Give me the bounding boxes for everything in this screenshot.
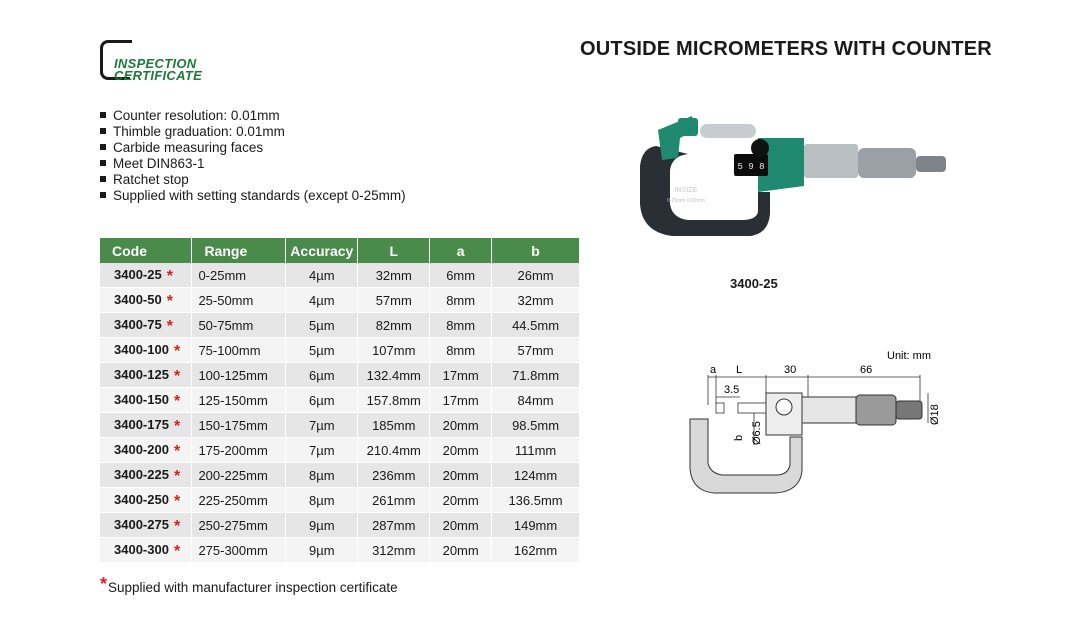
bullet-square-icon	[100, 144, 106, 150]
cell-b	[492, 363, 580, 388]
cell-range	[192, 388, 286, 413]
certificate-star: *	[173, 443, 181, 460]
cell-l-text: 57mm	[375, 292, 412, 308]
cell-code	[100, 388, 192, 413]
dim-3-5: 3.5	[724, 384, 740, 396]
cell-l	[358, 288, 430, 313]
certificate-star: *	[173, 543, 181, 560]
bullet-square-icon	[100, 192, 106, 198]
cell-a-text: 20mm	[442, 542, 479, 558]
cell-a	[430, 438, 492, 463]
feature-item: Meet DIN863-1	[100, 156, 406, 172]
footnote-text: Supplied with manufacturer inspection certificate	[108, 580, 398, 595]
spec-table	[100, 238, 580, 563]
cell-a-text: 20mm	[442, 417, 479, 433]
cell-code-text: 3400-175	[114, 417, 169, 432]
cell-range	[192, 338, 286, 363]
cell-a	[430, 313, 492, 338]
cell-code-text: 3400-300	[114, 542, 169, 557]
cell-code	[100, 488, 192, 513]
cell-b-text: 84mm	[517, 392, 554, 408]
cell-range-text: 225-250mm	[198, 492, 268, 508]
cell-code	[100, 313, 192, 338]
cell-accuracy-text: 4µm	[309, 292, 335, 308]
cell-accuracy-text: 9µm	[309, 517, 335, 533]
cell-code	[100, 363, 192, 388]
cell-b-text: 98.5mm	[512, 417, 560, 433]
cell-l-text: 132.4mm	[366, 367, 421, 383]
cell-range	[192, 288, 286, 313]
cell-accuracy-text: 5µm	[309, 317, 335, 333]
logo-line-2: CERTIFICATE	[114, 68, 203, 83]
cell-range	[192, 513, 286, 538]
cell-code-text: 3400-150	[114, 392, 169, 407]
cell-b	[492, 513, 580, 538]
cell-b	[492, 488, 580, 513]
cell-accuracy-text: 5µm	[309, 342, 335, 358]
cell-accuracy-text: 7µm	[309, 442, 335, 458]
cell-b-text: 162mm	[513, 542, 558, 558]
drawing-ratchet-icon	[896, 401, 922, 419]
cell-range-text: 0-25mm	[198, 267, 247, 283]
cell-b-text: 149mm	[513, 517, 558, 533]
cell-range-text: 50-75mm	[198, 317, 254, 333]
photo-caption: 3400-25	[730, 276, 778, 291]
cell-accuracy	[286, 488, 358, 513]
cell-a-text: 8mm	[446, 342, 476, 358]
cell-a	[430, 363, 492, 388]
cell-range-text: 200-225mm	[198, 467, 268, 483]
cell-range-text: 100-125mm	[198, 367, 268, 383]
counter-digits: 5 9 8	[737, 162, 765, 172]
cell-accuracy	[286, 363, 358, 388]
cell-l-text: 185mm	[372, 417, 416, 433]
cell-b	[492, 438, 580, 463]
footnote	[100, 576, 398, 597]
spec-table-body	[100, 263, 580, 563]
cell-range	[192, 488, 286, 513]
cell-l	[358, 488, 430, 513]
cell-l-text: 32mm	[375, 267, 412, 283]
page-title: OUTSIDE MICROMETERS WITH COUNTER	[580, 38, 992, 60]
logo-line-1: INSPECTION	[114, 56, 197, 71]
bullet-square-icon	[100, 176, 106, 182]
table-row	[100, 263, 580, 288]
cell-b-text: 44.5mm	[512, 317, 560, 333]
cell-code	[100, 538, 192, 563]
feature-list	[100, 108, 406, 204]
cell-code	[100, 338, 192, 363]
cell-accuracy	[286, 438, 358, 463]
col-header-b: b	[492, 238, 580, 263]
cell-code	[100, 438, 192, 463]
cell-code	[100, 463, 192, 488]
cell-l	[358, 513, 430, 538]
feature-item: Supplied with setting standards (except 0-25mm)	[100, 188, 406, 204]
cell-accuracy	[286, 538, 358, 563]
drawing-spindle-icon	[738, 403, 766, 413]
drawing-thimble-icon	[856, 395, 896, 425]
dim-d6-5: Ø6.5	[751, 421, 763, 445]
table-row	[100, 313, 580, 338]
cell-accuracy-text: 4µm	[309, 267, 335, 283]
lock-knob-icon	[751, 139, 769, 157]
cell-l	[358, 538, 430, 563]
anvil-block-icon	[678, 118, 698, 136]
cell-l	[358, 413, 430, 438]
cell-b	[492, 263, 580, 288]
cell-code	[100, 413, 192, 438]
cell-a-text: 8mm	[446, 292, 476, 308]
sleeve-icon	[804, 144, 858, 178]
cell-l	[358, 463, 430, 488]
col-header-accuracy: Accuracy	[286, 238, 358, 263]
cell-l	[358, 388, 430, 413]
cell-b	[492, 538, 580, 563]
cell-accuracy	[286, 338, 358, 363]
cell-accuracy	[286, 388, 358, 413]
certificate-star: *	[173, 418, 181, 435]
cell-accuracy	[286, 413, 358, 438]
cell-l-text: 261mm	[372, 492, 416, 508]
cell-code-text: 3400-200	[114, 442, 169, 457]
cell-accuracy-text: 6µm	[309, 367, 335, 383]
range-label: 0-25mm 0.01mm	[667, 198, 705, 204]
cell-b-text: 111mm	[514, 442, 557, 458]
footnote-star: *	[100, 574, 108, 594]
cell-b-text: 136.5mm	[508, 492, 563, 508]
cell-range	[192, 438, 286, 463]
table-row	[100, 413, 580, 438]
dimension-drawing	[680, 345, 950, 505]
cell-b-text: 26mm	[517, 267, 554, 283]
cell-accuracy-text: 9µm	[309, 542, 335, 558]
cell-range	[192, 363, 286, 388]
cell-accuracy	[286, 288, 358, 313]
certificate-star: *	[166, 293, 173, 310]
bullet-square-icon	[100, 128, 106, 134]
dim-30: 30	[784, 364, 797, 376]
dim-l: L	[736, 364, 743, 376]
cell-range-text: 150-175mm	[198, 417, 268, 433]
table-row	[100, 538, 580, 563]
cell-accuracy-text: 8µm	[309, 467, 335, 483]
cell-range-text: 25-50mm	[198, 292, 254, 308]
cell-a-text: 17mm	[442, 367, 479, 383]
cell-range-text: 275-300mm	[198, 542, 268, 558]
cell-a-text: 20mm	[442, 517, 479, 533]
cell-code-text: 3400-125	[114, 367, 169, 382]
cell-code	[100, 288, 192, 313]
cell-l-text: 157.8mm	[366, 392, 421, 408]
cell-a-text: 20mm	[442, 492, 479, 508]
table-row	[100, 388, 580, 413]
cell-a	[430, 263, 492, 288]
table-row	[100, 363, 580, 388]
cell-b-text: 124mm	[513, 467, 558, 483]
cell-a	[430, 338, 492, 363]
cell-b	[492, 413, 580, 438]
cell-l	[358, 263, 430, 288]
cell-l-text: 82mm	[375, 317, 412, 333]
cell-code-text: 3400-50	[114, 292, 162, 307]
cell-a	[430, 388, 492, 413]
col-header-l: L	[358, 238, 430, 263]
bullet-square-icon	[100, 112, 106, 118]
cell-accuracy-text: 6µm	[309, 392, 335, 408]
unit-label: Unit: mm	[887, 350, 931, 362]
dim-b: b	[733, 434, 745, 441]
cell-b	[492, 388, 580, 413]
cell-range-text: 250-275mm	[198, 517, 268, 533]
cell-accuracy-text: 8µm	[309, 492, 335, 508]
cell-code-text: 3400-100	[114, 342, 169, 357]
cell-a	[430, 288, 492, 313]
spindle-icon	[700, 124, 756, 138]
cell-b-text: 32mm	[517, 292, 554, 308]
cell-a-text: 8mm	[446, 317, 476, 333]
cell-l-text: 210.4mm	[366, 442, 421, 458]
cell-l	[358, 338, 430, 363]
cell-code-text: 3400-275	[114, 517, 169, 532]
brand-mark: INSIZE	[674, 187, 698, 194]
feature-item: Thimble graduation: 0.01mm	[100, 124, 406, 140]
cell-accuracy	[286, 463, 358, 488]
cell-code	[100, 263, 192, 288]
cell-range-text: 175-200mm	[198, 442, 268, 458]
cell-l	[358, 438, 430, 463]
drawing-anvil-icon	[716, 403, 724, 413]
cell-accuracy	[286, 263, 358, 288]
cell-a	[430, 413, 492, 438]
cell-accuracy	[286, 313, 358, 338]
table-row	[100, 338, 580, 363]
feature-item: Carbide measuring faces	[100, 140, 406, 156]
cell-range-text: 125-150mm	[198, 392, 268, 408]
col-header-code: Code	[100, 238, 192, 263]
cell-b	[492, 313, 580, 338]
cell-accuracy-text: 7µm	[309, 417, 335, 433]
cell-l-text: 312mm	[372, 542, 416, 558]
table-row	[100, 513, 580, 538]
cell-a	[430, 488, 492, 513]
certificate-star: *	[173, 368, 181, 385]
certificate-star: *	[173, 393, 181, 410]
certificate-star: *	[173, 343, 181, 360]
cell-a-text: 20mm	[442, 467, 479, 483]
certificate-star: *	[173, 493, 181, 510]
micrometer-photo	[618, 108, 958, 248]
cell-a-text: 17mm	[442, 392, 479, 408]
table-header-row	[100, 238, 580, 263]
cell-a	[430, 463, 492, 488]
certificate-star: *	[173, 468, 181, 485]
cell-l	[358, 363, 430, 388]
cell-range	[192, 313, 286, 338]
certificate-star: *	[166, 268, 173, 285]
cell-range	[192, 263, 286, 288]
cell-code-text: 3400-75	[114, 317, 162, 332]
cell-range	[192, 538, 286, 563]
feature-item: Ratchet stop	[100, 172, 406, 188]
feature-item: Counter resolution: 0.01mm	[100, 108, 406, 124]
thimble-icon	[858, 148, 916, 178]
dim-66: 66	[860, 364, 873, 376]
ratchet-icon	[916, 156, 946, 172]
cell-b	[492, 338, 580, 363]
cell-a-text: 20mm	[442, 442, 479, 458]
table-row	[100, 438, 580, 463]
cell-a-text: 6mm	[446, 267, 476, 283]
cell-code-text: 3400-250	[114, 492, 169, 507]
certificate-star: *	[166, 318, 173, 335]
cell-range-text: 75-100mm	[198, 342, 261, 358]
cell-b-text: 71.8mm	[512, 367, 560, 383]
cell-a	[430, 513, 492, 538]
table-row	[100, 288, 580, 313]
cell-a	[430, 538, 492, 563]
cell-range	[192, 463, 286, 488]
inspection-certificate-logo	[100, 40, 230, 84]
table-row	[100, 463, 580, 488]
cell-code	[100, 513, 192, 538]
cell-l-text: 287mm	[372, 517, 416, 533]
bullet-square-icon	[100, 160, 106, 166]
col-header-a: a	[430, 238, 492, 263]
table-row	[100, 488, 580, 513]
cell-b-text: 57mm	[517, 342, 554, 358]
dim-a: a	[710, 364, 717, 376]
cell-l-text: 107mm	[372, 342, 416, 358]
cell-b	[492, 288, 580, 313]
cell-accuracy	[286, 513, 358, 538]
drawing-sleeve-icon	[802, 397, 856, 423]
dim-d18: Ø18	[929, 404, 941, 425]
col-header-range: Range	[192, 238, 286, 263]
cell-range	[192, 413, 286, 438]
certificate-star: *	[173, 518, 181, 535]
cell-b	[492, 463, 580, 488]
cell-code-text: 3400-225	[114, 467, 169, 482]
drawing-lock-icon	[776, 399, 792, 415]
cell-code-text: 3400-25	[114, 267, 162, 282]
cell-l-text: 236mm	[372, 467, 416, 483]
cell-l	[358, 313, 430, 338]
